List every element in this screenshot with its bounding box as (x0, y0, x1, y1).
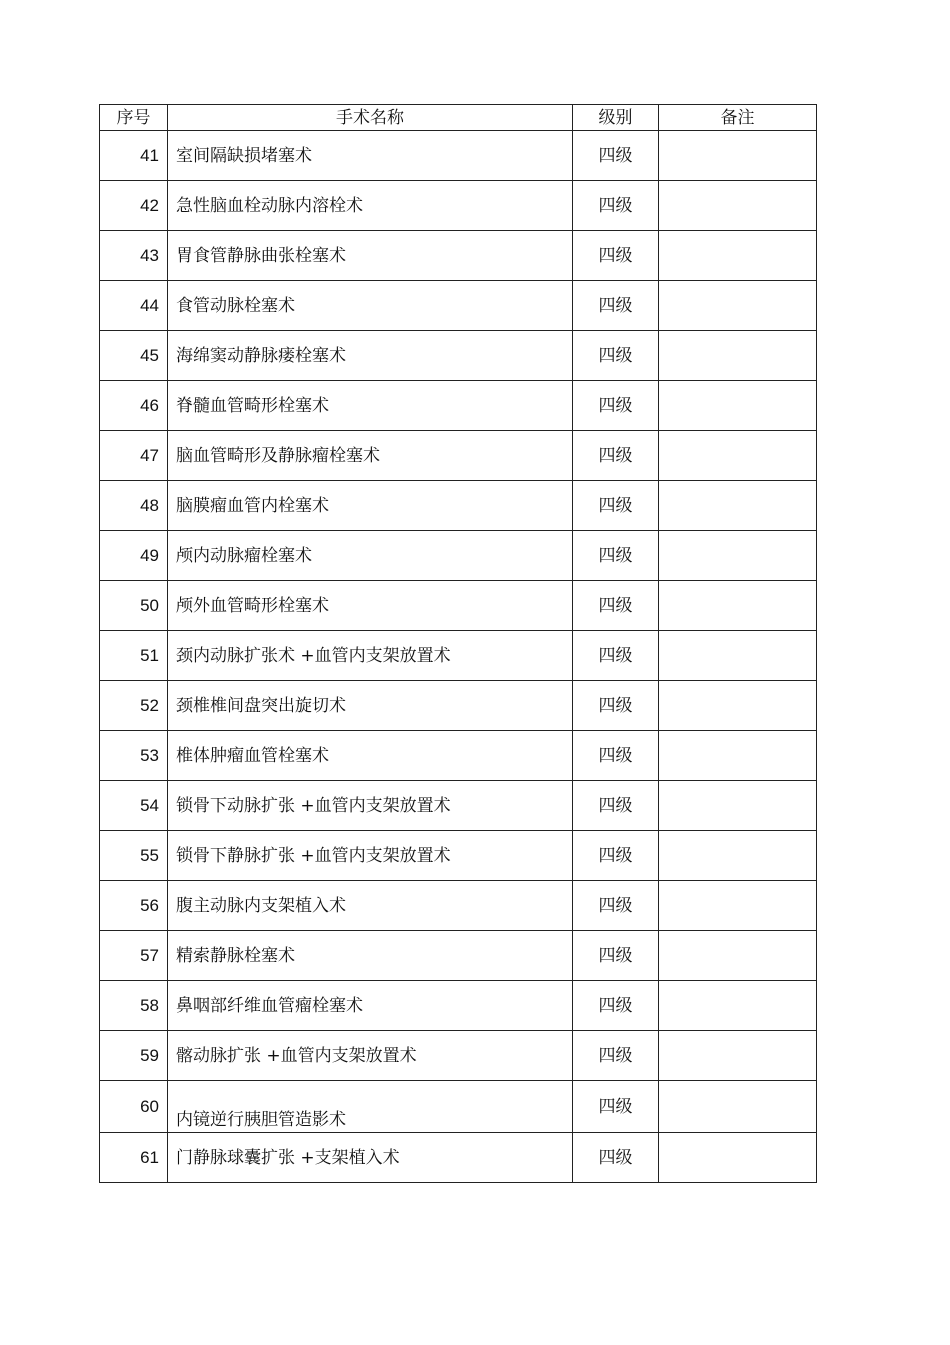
cell-name: 门静脉球囊扩张 +支架植入术 (168, 1133, 573, 1183)
cell-remark (659, 981, 817, 1031)
cell-no: 50 (100, 581, 168, 631)
table-row (100, 981, 817, 1031)
cell-name: 脑膜瘤血管内栓塞术 (168, 481, 573, 531)
cell-level: 四级 (573, 181, 659, 231)
table-row (100, 431, 817, 481)
cell-name: 精索静脉栓塞术 (168, 931, 573, 981)
cell-level: 四级 (573, 131, 659, 181)
table-row (100, 631, 817, 681)
cell-no: 51 (100, 631, 168, 681)
table-row (100, 681, 817, 731)
cell-level: 四级 (573, 881, 659, 931)
cell-no: 58 (100, 981, 168, 1031)
header-level: 级别 (573, 105, 659, 131)
cell-remark (659, 181, 817, 231)
cell-level: 四级 (573, 281, 659, 331)
cell-remark (659, 131, 817, 181)
header-remark: 备注 (659, 105, 817, 131)
cell-no: 42 (100, 181, 168, 231)
cell-name: 髂动脉扩张 +血管内支架放置术 (168, 1031, 573, 1081)
cell-level: 四级 (573, 1031, 659, 1081)
cell-name: 室间隔缺损堵塞术 (168, 131, 573, 181)
cell-name: 颅外血管畸形栓塞术 (168, 581, 573, 631)
table-row (100, 881, 817, 931)
cell-remark (659, 881, 817, 931)
cell-name: 食管动脉栓塞术 (168, 281, 573, 331)
table-row (100, 131, 817, 181)
cell-name: 海绵窦动静脉瘘栓塞术 (168, 331, 573, 381)
cell-level: 四级 (573, 231, 659, 281)
cell-remark (659, 1031, 817, 1081)
cell-level: 四级 (573, 781, 659, 831)
table-row (100, 281, 817, 331)
cell-name: 胃食管静脉曲张栓塞术 (168, 231, 573, 281)
cell-remark (659, 631, 817, 681)
table-row (100, 531, 817, 581)
cell-no: 46 (100, 381, 168, 431)
cell-remark (659, 231, 817, 281)
cell-remark (659, 331, 817, 381)
cell-name: 内镜逆行胰胆管造影术 (168, 1081, 573, 1133)
cell-level: 四级 (573, 481, 659, 531)
cell-remark (659, 1081, 817, 1133)
cell-level: 四级 (573, 381, 659, 431)
cell-no: 44 (100, 281, 168, 331)
table-body (100, 131, 817, 1183)
table-row (100, 181, 817, 231)
cell-no: 55 (100, 831, 168, 881)
cell-no: 48 (100, 481, 168, 531)
header-no: 序号 (100, 105, 168, 131)
table-row (100, 1133, 817, 1183)
cell-level: 四级 (573, 431, 659, 481)
cell-level: 四级 (573, 631, 659, 681)
cell-remark (659, 531, 817, 581)
cell-name: 颅内动脉瘤栓塞术 (168, 531, 573, 581)
table-row (100, 1031, 817, 1081)
cell-remark (659, 481, 817, 531)
cell-name: 椎体肿瘤血管栓塞术 (168, 731, 573, 781)
cell-no: 43 (100, 231, 168, 281)
table-row (100, 931, 817, 981)
cell-no: 61 (100, 1133, 168, 1183)
cell-name: 脑血管畸形及静脉瘤栓塞术 (168, 431, 573, 481)
cell-level: 四级 (573, 331, 659, 381)
cell-name: 颈内动脉扩张术 +血管内支架放置术 (168, 631, 573, 681)
cell-name: 锁骨下动脉扩张 +血管内支架放置术 (168, 781, 573, 831)
cell-no: 45 (100, 331, 168, 381)
cell-name: 锁骨下静脉扩张 +血管内支架放置术 (168, 831, 573, 881)
cell-no: 49 (100, 531, 168, 581)
header-name: 手术名称 (168, 105, 573, 131)
cell-no: 41 (100, 131, 168, 181)
cell-level: 四级 (573, 681, 659, 731)
cell-remark (659, 1133, 817, 1183)
cell-level: 四级 (573, 981, 659, 1031)
cell-no: 57 (100, 931, 168, 981)
cell-level: 四级 (573, 581, 659, 631)
table-row (100, 331, 817, 381)
cell-name: 鼻咽部纤维血管瘤栓塞术 (168, 981, 573, 1031)
table-row (100, 831, 817, 881)
cell-remark (659, 781, 817, 831)
cell-no: 54 (100, 781, 168, 831)
cell-no: 52 (100, 681, 168, 731)
table-row (100, 231, 817, 281)
cell-remark (659, 431, 817, 481)
cell-remark (659, 931, 817, 981)
cell-remark (659, 831, 817, 881)
cell-level: 四级 (573, 731, 659, 781)
cell-remark (659, 581, 817, 631)
table-row (100, 1081, 817, 1133)
cell-remark (659, 681, 817, 731)
table-row (100, 781, 817, 831)
cell-no: 47 (100, 431, 168, 481)
cell-level: 四级 (573, 831, 659, 881)
cell-name: 腹主动脉内支架植入术 (168, 881, 573, 931)
cell-level: 四级 (573, 931, 659, 981)
cell-remark (659, 281, 817, 331)
cell-no: 60 (100, 1081, 168, 1133)
cell-name: 急性脑血栓动脉内溶栓术 (168, 181, 573, 231)
cell-name: 颈椎椎间盘突出旋切术 (168, 681, 573, 731)
cell-remark (659, 731, 817, 781)
table-header-row (100, 105, 817, 131)
table-row (100, 731, 817, 781)
cell-no: 59 (100, 1031, 168, 1081)
cell-name: 脊髓血管畸形栓塞术 (168, 381, 573, 431)
cell-level: 四级 (573, 1133, 659, 1183)
cell-no: 53 (100, 731, 168, 781)
cell-level: 四级 (573, 531, 659, 581)
cell-remark (659, 381, 817, 431)
table-row (100, 581, 817, 631)
table-row (100, 481, 817, 531)
cell-level: 四级 (573, 1081, 659, 1133)
table-row (100, 381, 817, 431)
surgery-table (99, 104, 817, 1183)
cell-no: 56 (100, 881, 168, 931)
